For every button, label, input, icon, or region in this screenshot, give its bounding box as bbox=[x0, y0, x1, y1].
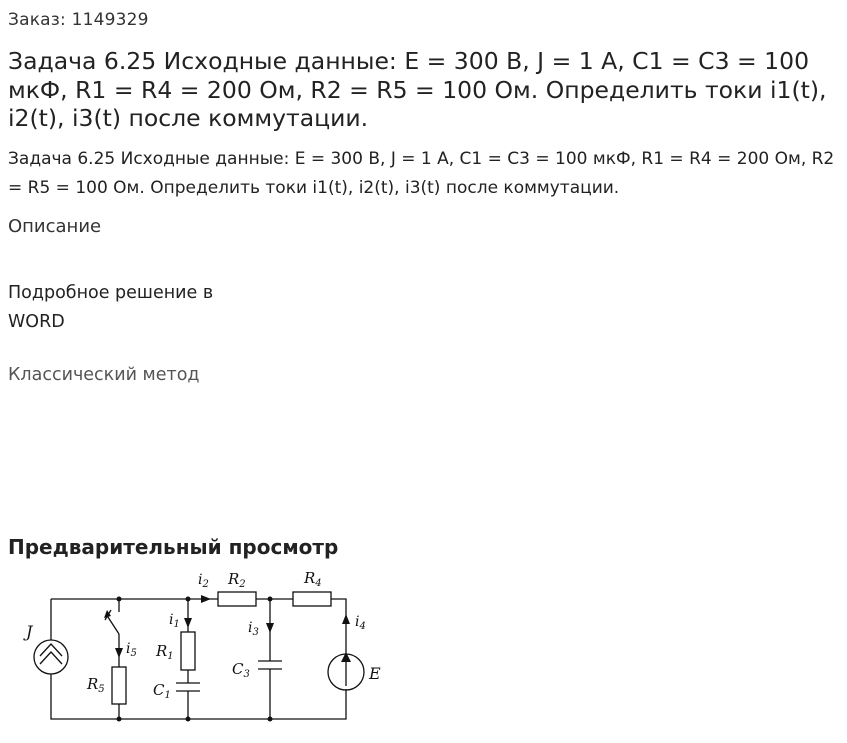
current-source-j bbox=[34, 640, 68, 674]
resistor-r5 bbox=[112, 667, 126, 704]
resistor-r2 bbox=[218, 592, 256, 606]
resistor-r4 bbox=[293, 592, 331, 606]
label-i5: $i_5$ bbox=[126, 641, 137, 659]
product-summary: Задача 6.25 Исходные данные: E = 300 B, J = 1 A, C1 = C3 = 100 мкФ, R1 = R4 = 200 Ом, R2 = R5 = 100 Ом. Определить токи i1(t), i2(t), i3(t) после коммутации. bbox=[8, 149, 835, 198]
label-c1: $C_1$ bbox=[153, 681, 171, 701]
resistor-r1 bbox=[181, 632, 195, 670]
junction-dot bbox=[268, 597, 273, 602]
label-r1: $R_1$ bbox=[156, 642, 174, 662]
junction-dot bbox=[186, 597, 191, 602]
order-number: Заказ: 1149329 bbox=[8, 10, 149, 30]
label-j: J bbox=[26, 622, 33, 641]
label-e: E bbox=[369, 664, 381, 683]
solution-note: Подробное решение в WORD bbox=[8, 283, 214, 332]
label-c3: $C_3$ bbox=[232, 660, 250, 680]
junction-dot bbox=[117, 717, 122, 722]
junction-dot bbox=[268, 717, 273, 722]
junction-dot bbox=[186, 717, 191, 722]
junction-dot bbox=[117, 597, 122, 602]
label-r2: $R_2$ bbox=[228, 570, 246, 590]
current-source-arrows bbox=[40, 644, 62, 664]
arrow-i3 bbox=[266, 623, 274, 633]
arrow-e bbox=[341, 652, 351, 662]
label-i4: $i_4$ bbox=[355, 614, 366, 632]
label-r5: $R_5$ bbox=[87, 675, 105, 695]
method-label: Классический метод bbox=[8, 365, 200, 385]
arrow-i2 bbox=[201, 595, 211, 603]
description-heading: Описание bbox=[8, 216, 102, 237]
switch-blade bbox=[106, 614, 119, 634]
arrow-i5 bbox=[115, 648, 123, 658]
preview-heading: Предварительный просмотр bbox=[8, 535, 339, 559]
circuit-diagram bbox=[8, 562, 408, 743]
label-i3: $i_3$ bbox=[248, 620, 259, 638]
arrow-i1 bbox=[184, 618, 192, 628]
label-i2: $i_2$ bbox=[198, 572, 209, 590]
product-title: Задача 6.25 Исходные данные: E = 300 B, J = 1 A, C1 = C3 = 100 мкФ, R1 = R4 = 200 Ом, R2 = R5 = 100 Ом. Определить токи i1(t), i2(t), i3(t) после коммутации. bbox=[8, 47, 827, 132]
label-i1: $i_1$ bbox=[169, 612, 180, 630]
top-wire-right bbox=[331, 599, 346, 654]
capacitor-c1 bbox=[176, 683, 200, 691]
arrow-i4 bbox=[342, 614, 350, 624]
label-r4: $R_4$ bbox=[304, 569, 322, 589]
capacitor-c3 bbox=[258, 661, 282, 669]
circuit-preview-image bbox=[8, 562, 408, 743]
